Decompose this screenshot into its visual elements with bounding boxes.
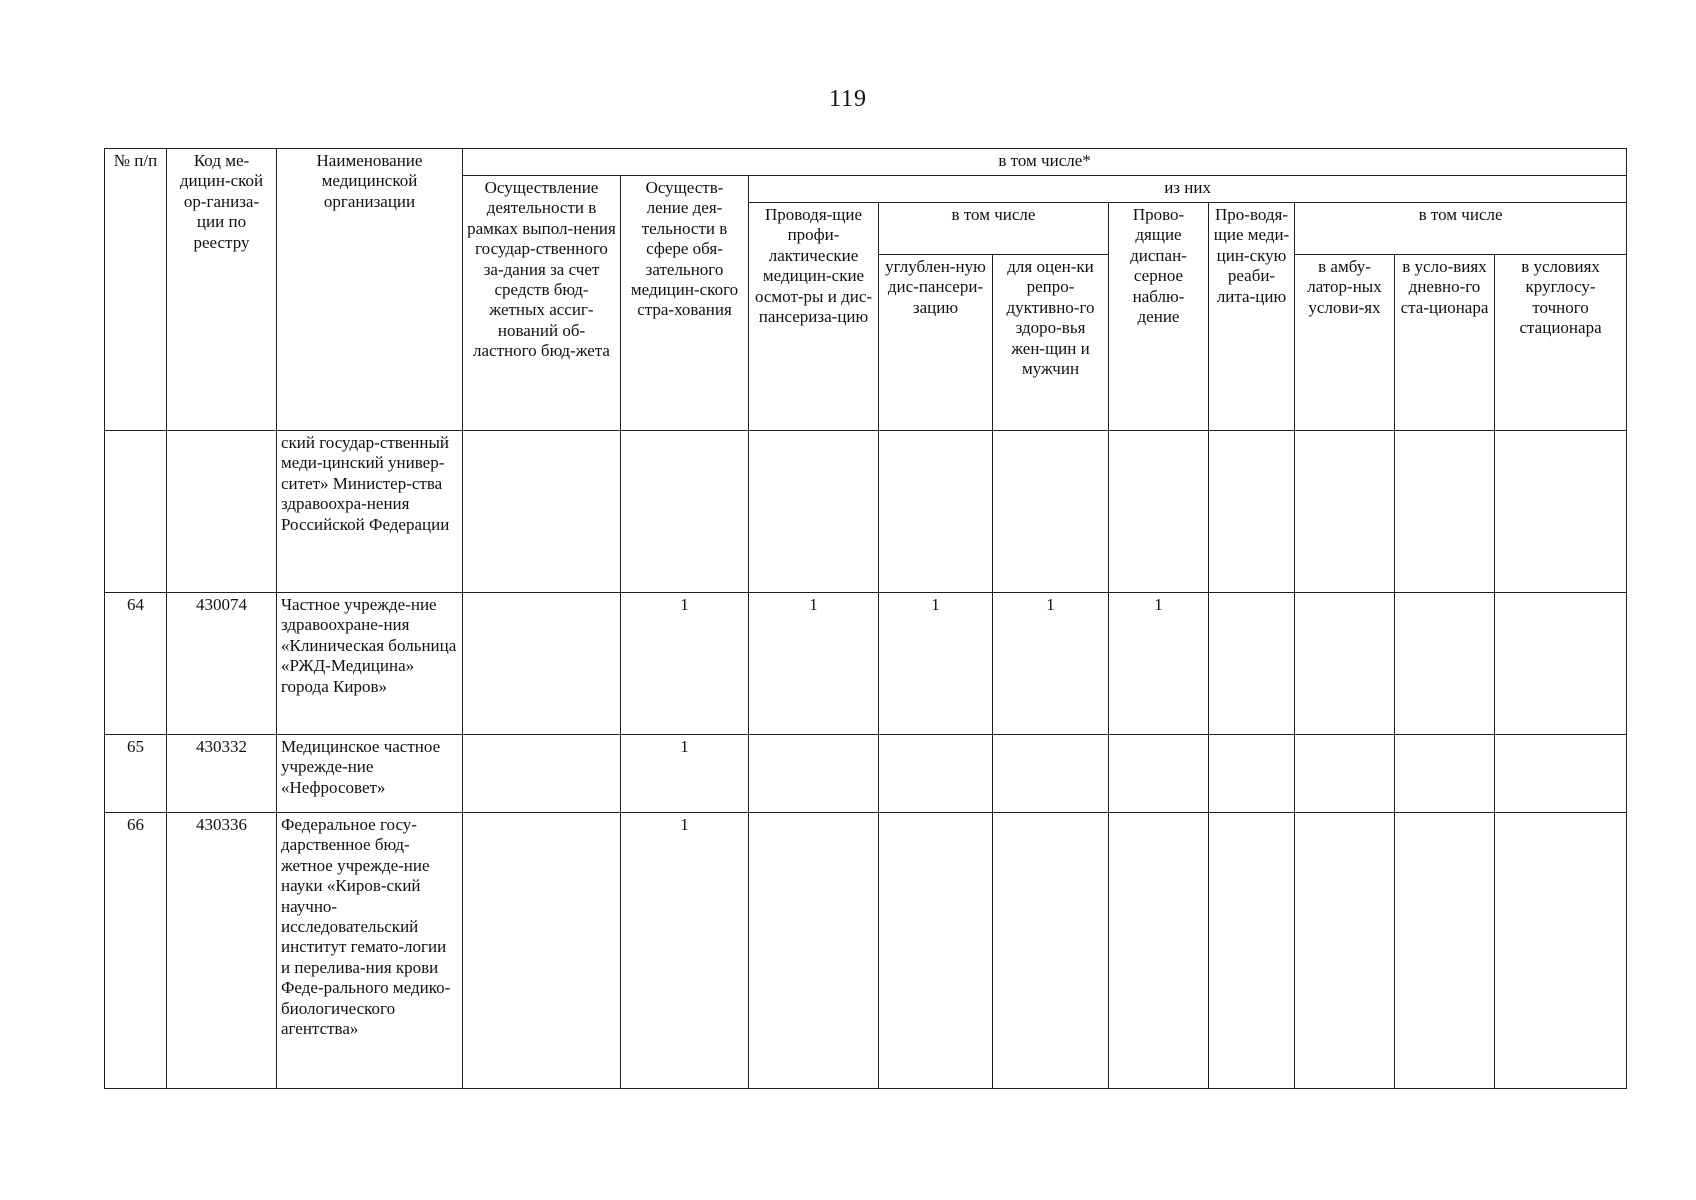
cell-rehab	[1209, 735, 1295, 813]
cell-round	[1495, 813, 1627, 1089]
cell-code	[167, 431, 277, 593]
table-row	[105, 431, 1627, 593]
cell-disp	[1109, 431, 1209, 593]
cell-prof	[749, 735, 879, 813]
cell-round	[1495, 431, 1627, 593]
header-budget: Осуществление деятельности в рамках выпол-нения государ-ственного за-дания за счет средств бюд-жетных ассиг-нований об-ластного бюд-жета	[463, 176, 621, 431]
cell-day	[1395, 735, 1495, 813]
cell-rehab	[1209, 813, 1295, 1089]
cell-round	[1495, 593, 1627, 735]
cell-repro	[993, 813, 1109, 1089]
header-deep: углублен-ную дис-пансери-зацию	[879, 255, 993, 431]
header-name: Наименование медицинской организации	[277, 149, 463, 431]
cell-deep: 1	[879, 593, 993, 735]
table-row	[105, 735, 1627, 813]
cell-deep	[879, 431, 993, 593]
cell-num: 66	[105, 813, 167, 1089]
cell-rehab	[1209, 431, 1295, 593]
header-day: в усло-виях дневно-го ста-ционара	[1395, 255, 1495, 431]
cell-code: 430336	[167, 813, 277, 1089]
cell-oms	[621, 431, 749, 593]
header-including-3: в том числе	[1295, 203, 1627, 255]
cell-amb	[1295, 593, 1395, 735]
cell-repro: 1	[993, 593, 1109, 735]
header-disp: Прово-дящие диспан-серное наблю-дение	[1109, 203, 1209, 431]
cell-oms: 1	[621, 593, 749, 735]
header-round: в условиях круглосу-точного стационара	[1495, 255, 1627, 431]
cell-day	[1395, 431, 1495, 593]
header-prof: Проводя-щие профи-лактические медицин-ские осмот-ры и дис-пансериза-цию	[749, 203, 879, 431]
cell-name: Федеральное госу-дарственное бюд-жетное учрежде-ние науки «Киров-ский научно-исследовательский институт гемато-логии и перелива-ния крови Феде-рального медико-биологического агентства»	[277, 813, 463, 1089]
cell-name: Частное учрежде-ние здравоохране-ния «Клиническая больница «РЖД-Медицина» города Киров»	[277, 593, 463, 735]
cell-amb	[1295, 431, 1395, 593]
cell-num: 64	[105, 593, 167, 735]
cell-day	[1395, 593, 1495, 735]
cell-prof	[749, 431, 879, 593]
cell-day	[1395, 813, 1495, 1089]
header-of-them: из них	[749, 176, 1627, 203]
cell-num: 65	[105, 735, 167, 813]
header-amb: в амбу-латор-ных услови-ях	[1295, 255, 1395, 431]
register-table	[104, 148, 1627, 1089]
header-including: в том числе*	[463, 149, 1627, 176]
cell-budget	[463, 431, 621, 593]
cell-oms: 1	[621, 735, 749, 813]
cell-num	[105, 431, 167, 593]
cell-deep	[879, 735, 993, 813]
cell-oms: 1	[621, 813, 749, 1089]
cell-name: ский государ-ственный меди-цинский универ-ситет» Министер-ства здравоохра-нения Российской Федерации	[277, 431, 463, 593]
header-num: № п/п	[105, 149, 167, 431]
cell-budget	[463, 593, 621, 735]
cell-rehab	[1209, 593, 1295, 735]
header-rehab: Про-водя-щие меди-цин-скую реаби-лита-цию	[1209, 203, 1295, 431]
table-row	[105, 593, 1627, 735]
header-including-2: в том числе	[879, 203, 1109, 255]
cell-disp: 1	[1109, 593, 1209, 735]
cell-name: Медицинское частное учрежде-ние «Нефросовет»	[277, 735, 463, 813]
cell-disp	[1109, 813, 1209, 1089]
cell-code: 430332	[167, 735, 277, 813]
cell-repro	[993, 735, 1109, 813]
header-code: Код ме-дицин-ской ор-ганиза-ции по реестру	[167, 149, 277, 431]
cell-budget	[463, 735, 621, 813]
cell-round	[1495, 735, 1627, 813]
cell-amb	[1295, 735, 1395, 813]
cell-prof	[749, 813, 879, 1089]
cell-repro	[993, 431, 1109, 593]
cell-disp	[1109, 735, 1209, 813]
header-repro: для оцен-ки репро-дуктивно-го здоро-вья жен-щин и мужчин	[993, 255, 1109, 431]
cell-prof: 1	[749, 593, 879, 735]
page-number: 119	[828, 86, 868, 112]
header-oms: Осуществ-ление дея-тельности в сфере обя-зательного медицин-ского стра-хования	[621, 176, 749, 431]
cell-code: 430074	[167, 593, 277, 735]
cell-amb	[1295, 813, 1395, 1089]
cell-budget	[463, 813, 621, 1089]
table-row	[105, 813, 1627, 1089]
cell-deep	[879, 813, 993, 1089]
